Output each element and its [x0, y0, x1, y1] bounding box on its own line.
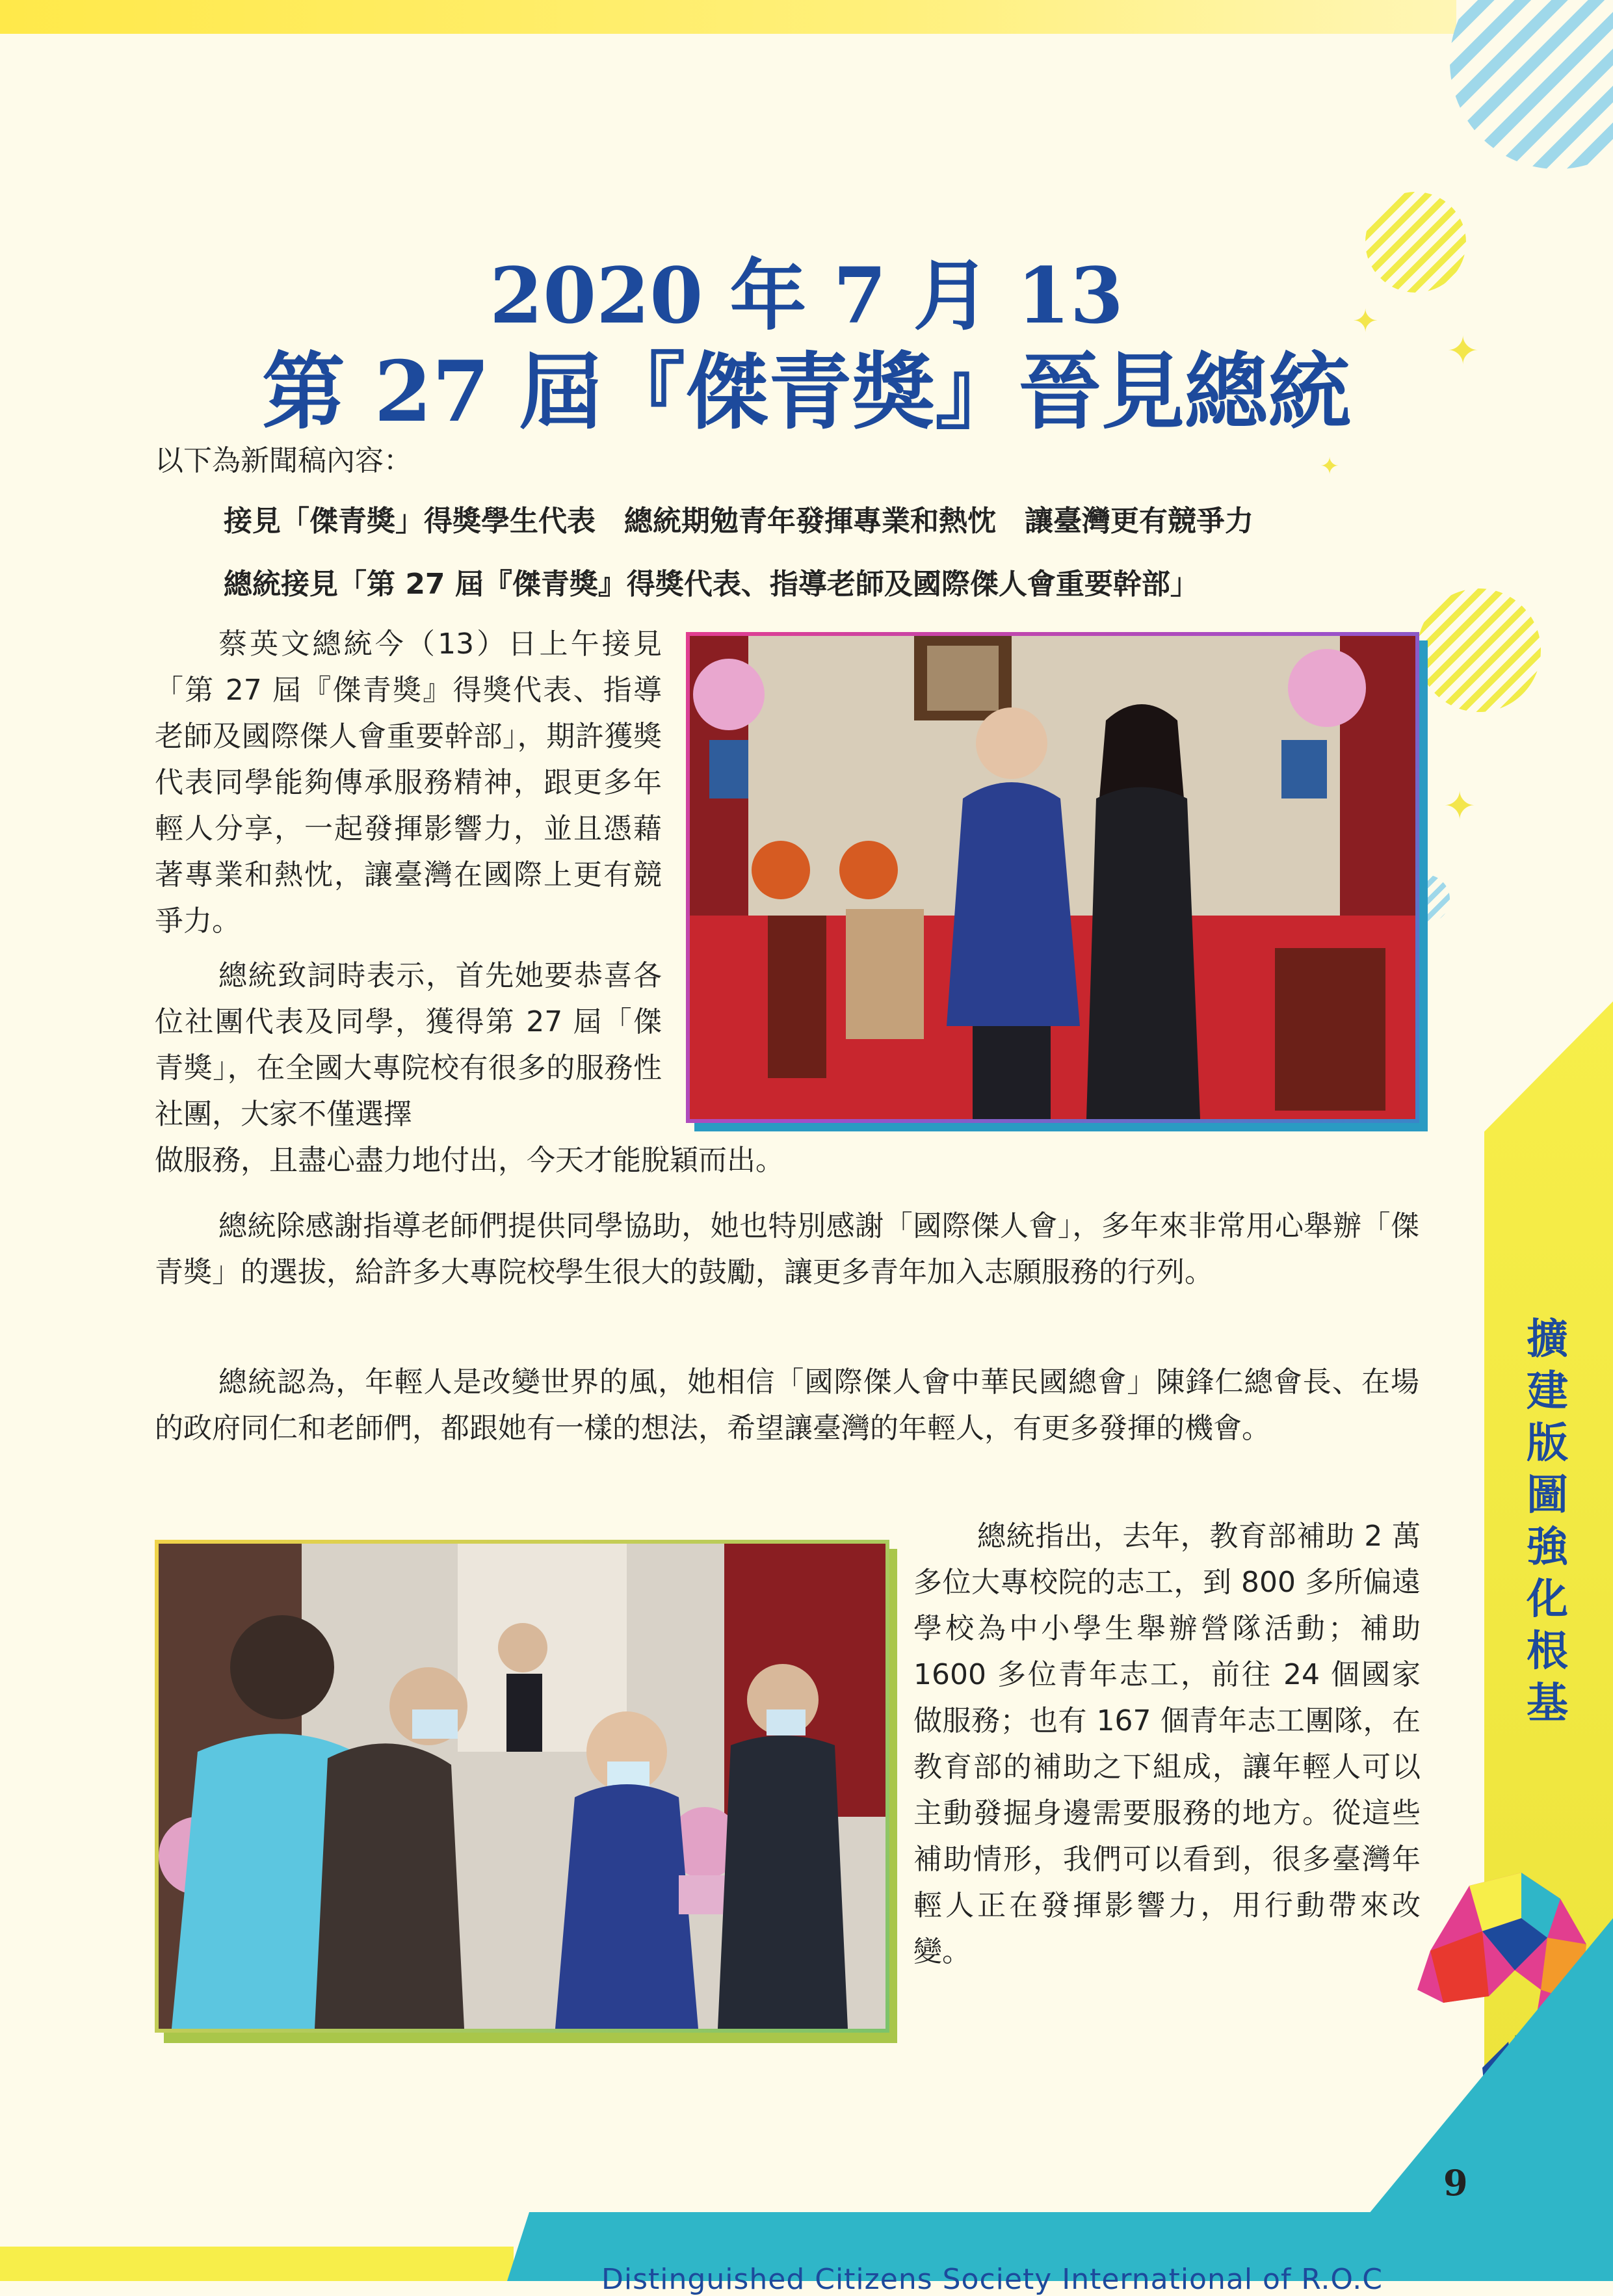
top-accent-bar [0, 0, 1456, 34]
footer-organization-name: Distinguished Citizens Society International of R.O.C [601, 2263, 1383, 2296]
paragraph-3: 總統除感謝指導老師們提供同學協助，她也特別感謝「國際傑人會」，多年來非常用心舉辦「傑青獎」的選拔，給許多大專院校學生很大的鼓勵，讓更多青年加入志願服務的行列。 [155, 1209, 1419, 1289]
yellow-striped-circle-decoration-2 [1417, 588, 1541, 712]
page-title-event: 第 27 屆『傑青獎』晉見總統 [261, 343, 1352, 441]
sparkle-icon: ✦ [1443, 784, 1476, 829]
paragraph-1: 蔡英文總統今（13）日上午接見「第 27 屆『傑青獎』得獎代表、指導老師及國際傑人會重要幹部」，期許獲獎代表同學能夠傳承服務精神，跟更多年輕人分享，一起發揮影響力，並且憑藉著專業和熱忱，讓臺灣在國際上更有競爭力。 [155, 627, 662, 938]
page-title-date: 2020 年 7 月 13 [489, 250, 1124, 341]
page-number: 9 [1443, 2162, 1468, 2204]
side-label: 擴建版圖 強化根基 [1527, 1315, 1568, 1728]
subheading-1: 接見「傑青獎」得獎學生代表 總統期勉青年發揮專業和熱忱 讓臺灣更有競爭力 [224, 505, 1253, 538]
paragraph-4: 總統認為，年輕人是改變世界的風，她相信「國際傑人會中華民國總會」陳鋒仁總會長、在場的政府同仁和老師們，都跟她有一樣的想法，希望讓臺灣的年輕人，有更多發揮的機會。 [155, 1366, 1419, 1445]
sparkle-icon: ✦ [1447, 328, 1480, 374]
paragraph-2-continued: 做服務，且盡心盡力地付出，今天才能脫穎而出。 [155, 1144, 784, 1177]
paragraph-5: 總統指出，去年，教育部補助 2 萬多位大專校院的志工，到 800 多所偏遠學校為中小學生舉辦營隊活動；補助 1600 多位青年志工，前往 24 個國家做服務；也有 167 個青年志工團隊，在教育部的補助之下組成，讓年輕人可以主動發掘身邊需要服務的地方。從這些補助情形，我們可以看到，很多臺灣年輕人正在發揮影響力，用行動帶來改變。 [913, 1520, 1421, 1968]
intro-text: 以下為新聞稿內容： [155, 444, 412, 477]
photo-president-with-student [686, 632, 1419, 1123]
paragraph-2: 總統致詞時表示，首先她要恭喜各位社團代表及同學，獲得第 27 屆「傑青獎」，在全國大專院校有很多的服務性社團，大家不僅選擇 [155, 959, 662, 1131]
bottom-yellow-bar [0, 2247, 514, 2281]
photo-illustration [690, 636, 1415, 1119]
subheading-2: 總統接見「第 27 屆『傑青獎』得獎代表、指導老師及國際傑人會重要幹部」 [224, 568, 1199, 601]
photo-illustration-2 [159, 1544, 885, 2029]
striped-circle-decoration [1450, 0, 1613, 169]
sparkle-icon: ✦ [1320, 453, 1340, 480]
sparkle-icon: ✦ [1352, 303, 1379, 339]
photo-president-at-meeting [155, 1540, 889, 2033]
